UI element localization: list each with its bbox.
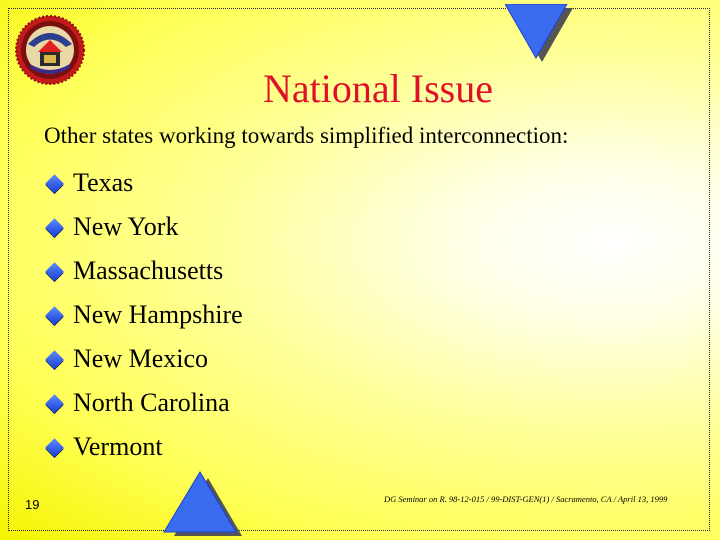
list-item (44, 293, 243, 337)
diamond-bullet-icon (45, 394, 63, 412)
diamond-bullet-icon (45, 438, 63, 456)
list-item-label: Vermont (73, 432, 163, 461)
state-list (44, 161, 243, 469)
list-item (44, 425, 243, 469)
diamond-bullet-icon (45, 262, 63, 280)
page-number: 19 (25, 497, 40, 512)
list-item-label: New Mexico (73, 344, 209, 373)
list-item-label: Texas (73, 168, 134, 197)
diamond-bullet-icon (45, 350, 63, 368)
footer-text: DG Seminar on R. 98-12-015 / 99-DIST-GEN(1) / Sacramento, CA / April 13, 1999 (384, 494, 668, 504)
triangle-decoration-bottom (160, 470, 244, 536)
diamond-bullet-icon (45, 218, 63, 236)
list-item (44, 381, 243, 425)
slide-title: National Issue (263, 66, 493, 111)
list-item-label: Massachusetts (73, 256, 224, 285)
list-item (44, 249, 243, 293)
list-item (44, 337, 243, 381)
intro-text: Other states working towards simplified interconnection: (44, 123, 569, 148)
diamond-bullet-icon (45, 306, 63, 324)
list-item-label: North Carolina (73, 388, 230, 417)
diamond-bullet-icon (45, 174, 63, 192)
list-item (44, 161, 243, 205)
triangle-decoration-top (505, 4, 577, 66)
list-item (44, 205, 243, 249)
list-item-label: New Hampshire (73, 300, 243, 329)
list-item-label: New York (73, 212, 179, 241)
